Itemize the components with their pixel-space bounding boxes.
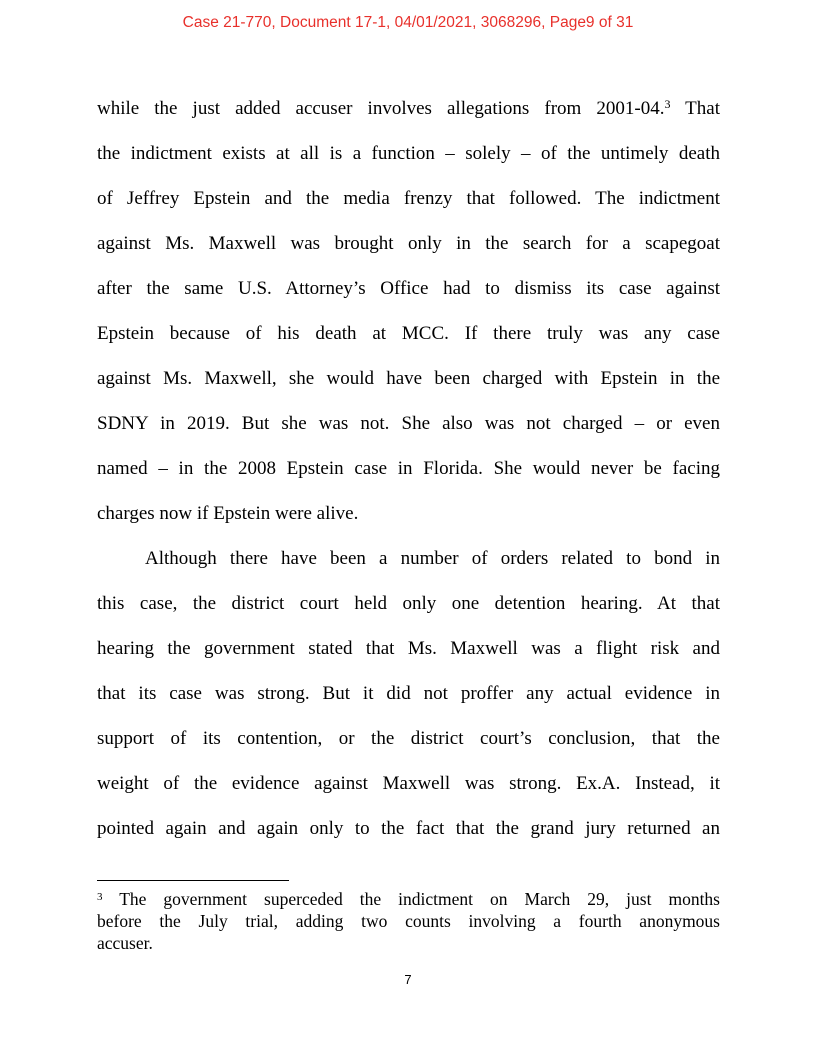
footnote-reference[interactable]: 3 (664, 97, 671, 111)
text-line: charges now if Epstein were alive. (97, 503, 359, 524)
text-line: pointed again and again only to the fact that the grand jury returned an (97, 818, 720, 839)
text-line: that its case was strong. But it did not proffer any actual evidence in (97, 683, 720, 704)
text-line: weight of the evidence against Maxwell was strong. Ex.A. Instead, it (97, 773, 720, 794)
footnote-divider (97, 880, 289, 881)
footnote-number: 3 (97, 891, 103, 903)
page-number: 7 (404, 972, 412, 987)
text-run: while the just added accuser involves allegations from 2001-04. (97, 98, 665, 119)
text-line: against Ms. Maxwell was brought only in the search for a scapegoat (97, 233, 720, 254)
case-header: Case 21-770, Document 17-1, 04/01/2021, 3068296, Page9 of 31 (182, 14, 634, 31)
footnote-line: before the July trial, adding two counts involving a fourth anonymous (97, 911, 720, 931)
footnote-line: accuser. (97, 933, 153, 953)
text-line: hearing the government stated that Ms. Maxwell was a flight risk and (97, 638, 720, 659)
text-run: The government superceded the indictment on March 29, just months (102, 889, 720, 909)
paragraph-1 (97, 86, 720, 536)
text-line: Although there have been a number of orders related to bond in (145, 548, 720, 569)
text-line: this case, the district court held only one detention hearing. At that (97, 593, 720, 614)
paragraph-2 (97, 536, 720, 851)
footnote-3 (97, 888, 720, 954)
text-line: after the same U.S. Attorney’s Office had to dismiss its case against (97, 278, 720, 299)
text-line: Epstein because of his death at MCC. If there truly was any case (97, 323, 720, 344)
text-line: named – in the 2008 Epstein case in Florida. She would never be facing (97, 458, 720, 479)
text-line: support of its contention, or the district court’s conclusion, that the (97, 728, 720, 749)
footnote-line (97, 888, 720, 910)
body-text (97, 86, 720, 851)
text-line: the indictment exists at all is a function – solely – of the untimely death (97, 143, 720, 164)
text-line (97, 86, 720, 131)
text-line: SDNY in 2019. But she was not. She also was not charged – or even (97, 413, 720, 434)
text-run: That (670, 98, 720, 119)
text-line: of Jeffrey Epstein and the media frenzy that followed. The indictment (97, 188, 720, 209)
text-line: against Ms. Maxwell, she would have been charged with Epstein in the (97, 368, 720, 389)
